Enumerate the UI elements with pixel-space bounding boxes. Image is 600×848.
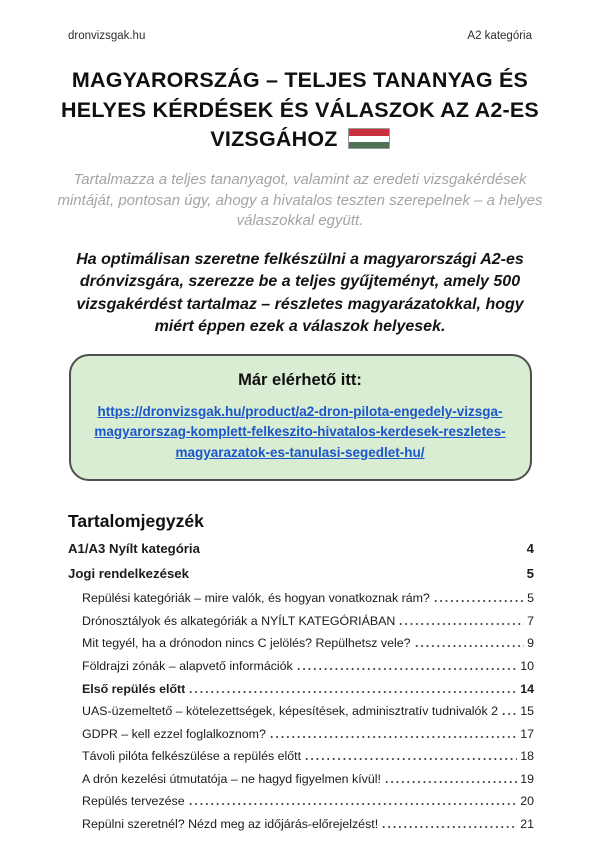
toc-entry[interactable] (68, 591, 534, 605)
header-category-label: A2 kategória (467, 30, 532, 42)
dot-leader (384, 780, 517, 784)
promo-box (69, 354, 532, 482)
title-line-1: MAGYARORSZÁG – TELJES TANANYAG ÉS (71, 68, 529, 92)
dot-leader (296, 667, 517, 671)
title-line-2: HELYES KÉRDÉSEK ÉS VÁLASZOK AZ A2-ES (61, 97, 539, 122)
toc-entry-label: Repülési kategóriák – mire valók, és hogyan vonatkoznak rám? (82, 591, 430, 606)
toc-entry-label: Jogi rendelkezések (68, 566, 189, 582)
title-line-3 (45, 125, 555, 155)
dot-leader (501, 712, 517, 716)
toc-entry-label: UAS-üzemeltető – kötelezettségek, képesítések, adminisztratív tudnivalók 2 (82, 704, 498, 719)
dot-leader (414, 644, 525, 648)
toc-entry[interactable] (68, 817, 534, 831)
toc-entry-label: Repülni szeretnél? Nézd meg az időjárás-előrejelzést! (82, 817, 379, 832)
toc-entry-page: 18 (520, 749, 534, 764)
promo-heading: Már elérhető itt: (238, 370, 362, 389)
toc-entry-label: Távoli pilóta felkészülése a repülés előtt (82, 749, 302, 764)
toc-entry[interactable] (68, 636, 534, 650)
dot-leader (203, 550, 524, 554)
toc-entry[interactable] (68, 682, 534, 696)
title-line-3-text: VIZSGÁHOZ (210, 127, 338, 152)
intro-pitch: Ha optimálisan szeretne felkészülni a magyarországi A2-es drónvizsgára, szerezze be a teljes gyűjteményt, amely 500 vizsgakérdést tartalmaz – részletes magyarázatokkal, hogy miért éppen ezek a válaszok helyesek. (76, 251, 524, 336)
toc-entry-page: 7 (527, 613, 534, 628)
page-title (45, 66, 555, 155)
page-header (0, 0, 600, 42)
table-of-contents (68, 511, 534, 831)
toc-entry-label: A drón kezelési útmutatója – ne hagyd figyelmen kívül! (82, 771, 381, 786)
toc-entry-page: 21 (520, 817, 534, 832)
intro-subtitle: Tartalmazza a teljes tananyagot, valamint az eredeti vizsgakérdések mintáját, pontosan úgy, ahogy a hivatalos teszten szerepelnek – a helyes válaszokkal együtt. (57, 170, 543, 230)
toc-entry-page: 9 (527, 636, 534, 651)
toc-entry[interactable] (68, 541, 534, 556)
toc-entry-page: 14 (520, 681, 534, 696)
toc-entry-page: 10 (520, 658, 534, 673)
toc-entry-page: 17 (520, 726, 534, 741)
toc-entry-page: 20 (520, 794, 534, 809)
header-site-name: dronvizsgak.hu (68, 30, 146, 42)
dot-leader (192, 575, 524, 579)
dot-leader (188, 802, 518, 806)
dot-leader (381, 825, 517, 829)
toc-entry-label: Mit tegyél, ha a drónodon nincs C jelölés? Repülhetsz vele? (82, 636, 411, 651)
dot-leader (188, 690, 517, 694)
dot-leader (269, 735, 517, 739)
toc-entry-label: Első repülés előtt (82, 681, 186, 696)
toc-entry[interactable] (68, 794, 534, 808)
toc-entry-page: 15 (520, 704, 534, 719)
promo-product-link[interactable]: https://dronvizsgak.hu/product/a2-dron-pilota-engedely-vizsga-magyarorszag-komplett-felkeszito-hivatalos-kerdesek-reszletes-magyarazatok-es-tanulasi-segedlet-hu/ (94, 403, 506, 460)
toc-entry-page: 19 (520, 771, 534, 786)
toc-entry-page: 4 (526, 541, 534, 557)
flag-green-stripe (349, 142, 389, 148)
toc-entry-label: Repülés tervezése (82, 794, 185, 809)
dot-leader (433, 599, 524, 603)
toc-entry[interactable] (68, 659, 534, 673)
toc-entry-page: 5 (526, 566, 534, 582)
toc-entry-label: GDPR – kell ezzel foglalkoznom? (82, 726, 266, 741)
toc-entry[interactable] (68, 727, 534, 741)
toc-entry[interactable] (68, 614, 534, 628)
toc-entry-page: 5 (527, 591, 534, 606)
toc-entry[interactable] (68, 749, 534, 763)
dot-leader (398, 622, 524, 626)
toc-entry-label: A1/A3 Nyílt kategória (68, 541, 200, 557)
hungarian-flag-icon (348, 128, 390, 149)
toc-heading: Tartalomjegyzék (68, 511, 204, 532)
toc-entry-label: Földrajzi zónák – alapvető információk (82, 658, 293, 673)
dot-leader (304, 757, 517, 761)
toc-entry-label: Drónosztályok és alkategóriák a NYÍLT KATEGÓRIÁBAN (82, 613, 396, 628)
toc-entry[interactable] (68, 704, 534, 718)
toc-entry[interactable] (68, 566, 534, 581)
toc-entry[interactable] (68, 772, 534, 786)
